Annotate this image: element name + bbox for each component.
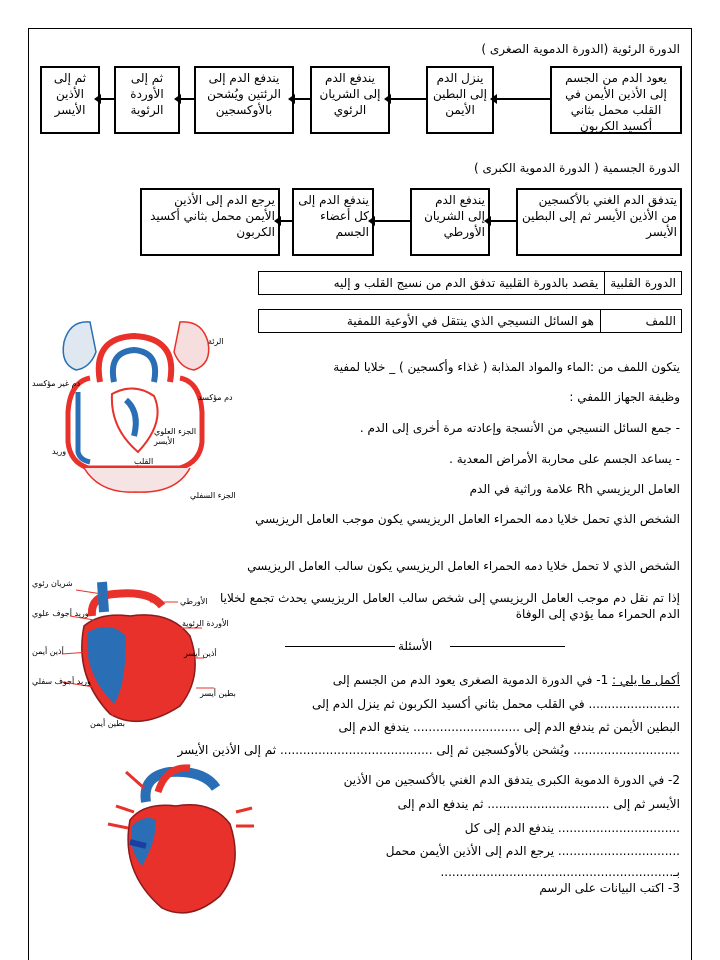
label-ra: أذين أيمن — [32, 647, 64, 656]
q2-number: 2- — [668, 773, 680, 787]
lymph-function-title: وظيفة الجهاز اللمفي : — [569, 390, 680, 404]
pulmonary-step-2: ينزل الدم إلى البطين الأيمن — [426, 66, 494, 134]
flow-arrow — [496, 98, 550, 100]
label-svc: وريد أجوف علوي — [32, 609, 89, 618]
flow-arrow — [180, 98, 194, 100]
label-left: الأيسر — [154, 437, 175, 446]
q2-line4: ................................ يرجع الدم إلى الأذين الأيمن محمل — [385, 844, 680, 858]
q3-text: اكتب البيانات على الرسم — [539, 881, 665, 895]
lymph-label: اللمف — [600, 310, 681, 332]
q1-line1 — [333, 672, 680, 688]
lymph-function-2: - يساعد الجسم على محاربة الأمراض المعدية . — [449, 452, 680, 466]
capillary-bed-icon — [84, 468, 190, 492]
label-upper: الجزء العلوي — [154, 427, 197, 436]
body-vein — [78, 392, 90, 462]
coronary-label: الدورة القلبية — [604, 272, 681, 294]
q1-line4: ............................ ويُشحن بالأوكسجين ثم إلى ........................................ ثم إلى الأذين الأيسر — [177, 743, 680, 757]
rh-transfusion: إذا تم نقل دم موجب العامل الريزيسي إلى شخص سالب العامل الريزيسي يحدث تجمع لخلايا الدم الحمراء مما يؤدي إلى الوفاة — [220, 591, 680, 621]
coronary-text: يقصد بالدورة القلبية تدفق الدم من نسيج القلب و إليه — [333, 276, 599, 290]
q1-line3: البطين الأيمن ثم يندفع الدم إلى ............................ يندفع الدم إلى — [338, 720, 680, 734]
flow-arrow — [490, 220, 516, 222]
lymph-definition — [258, 309, 682, 333]
systemic-step-1: يتدفق الدم الغني بالأكسجين من الأذين الأيسر ثم إلى البطين الأيسر — [516, 188, 682, 256]
pulmonary-step-6: ثم إلى الأذين الأيسر — [40, 66, 100, 134]
q2-line5: بـ............................................................. — [440, 865, 680, 879]
flow-arrow — [374, 220, 410, 222]
label-pa: شريان رئوي — [32, 579, 73, 588]
label-oxy: دم مؤكسد — [198, 393, 233, 402]
artery-loop — [99, 336, 172, 382]
rh-positive: الشخص الذي تحمل خلايا دمه الحمراء العامل الريزيسي يكون موجب العامل الريزيسي — [255, 512, 680, 526]
rh-symbol: Rh — [576, 482, 593, 496]
label-heart: القلب — [134, 457, 154, 466]
questions-header: الأسئلة — [398, 639, 433, 653]
lymph-composition: يتكون اللمف من :الماء والمواد المذابة ( غذاء وأكسجين ) _ خلايا لمفية — [333, 360, 680, 374]
q3-line — [539, 880, 680, 896]
label-ivc: وريد أجوف سفلي — [32, 677, 91, 686]
divider-line — [450, 646, 565, 647]
label-aorta: الأورطي — [180, 597, 208, 606]
q3-number: 3- — [668, 881, 680, 895]
q2-line2: الأيسر ثم إلى ................................ ثم يندفع الدم إلى — [397, 797, 680, 811]
label-rv: بطين أيمن — [90, 719, 125, 728]
coronary-definition — [258, 271, 682, 295]
q1-line2: ........................ في القلب محمل بثاني أكسيد الكربون ثم ينزل الدم إلى — [311, 697, 680, 711]
right-lung-icon — [174, 322, 209, 370]
rh-intro — [470, 481, 680, 497]
rh-negative: الشخص الذي لا تحمل خلايا دمه الحمراء العامل الريزيسي يكون سالب العامل الريزيسي — [247, 559, 680, 573]
pulmonary-step-3: يندفع الدم إلى الشريان الرئوي — [310, 66, 390, 134]
systemic-title: الدورة الجسمية ( الدورة الدموية الكبرى ) — [474, 161, 680, 175]
divider-line — [285, 646, 395, 647]
label-vein: وريد — [52, 447, 67, 456]
q1-number: 1- — [596, 673, 609, 687]
label-pv: الأوردة الرئوية — [182, 619, 229, 628]
label-lv: بطين أيسر — [200, 689, 236, 698]
q2-line3: ................................ يندفع الدم إلى كل — [464, 821, 680, 835]
label-lung: الرئة — [208, 337, 224, 346]
q2-text: في الدورة الدموية الكبرى يتدفق الدم الغني بالأكسجين من الأذين — [343, 773, 665, 787]
left-lung-icon — [63, 322, 96, 370]
flow-arrow — [280, 220, 292, 222]
flow-arrow — [294, 98, 310, 100]
rh-intro-after: علامة وراثية في الدم — [469, 482, 573, 496]
lymph-function-1: - جمع السائل النسيجي من الأنسجة وإعادته مرة أخرى إلى الدم . — [359, 421, 680, 435]
pulmonary-title: الدورة الرئوية (الدورة الدموية الصغرى ) — [481, 42, 680, 56]
vena-cava-icon — [102, 582, 104, 612]
circulation-diagram — [30, 312, 240, 502]
flow-arrow — [390, 98, 426, 100]
vein-loop — [113, 350, 155, 382]
pulmonary-step-5: ثم إلى الأوردة الرئوية — [114, 66, 180, 134]
unlabeled-heart-diagram — [86, 762, 256, 922]
label-lower: الجزء السفلي — [190, 491, 236, 500]
vena-cava-icon — [130, 842, 146, 846]
systemic-step-4: يرجع الدم إلى الأذين الأيمن محمل بثاني أكسيد الكربون — [140, 188, 280, 256]
flow-arrow — [100, 98, 114, 100]
q1-label: أكمل ما يلي : — [612, 673, 680, 687]
pulmonary-step-1: يعود الدم من الجسم إلى الأذين الأيمن في القلب محمل بثاني أكسيد الكربون — [550, 66, 682, 134]
systemic-step-3: يندفع الدم إلى كل أعضاء الجسم — [292, 188, 374, 256]
systemic-step-2: يندفع الدم إلى الشريان الأورطي — [410, 188, 490, 256]
label-la: أذين أيسر — [184, 649, 217, 658]
labeled-heart-diagram — [30, 576, 240, 736]
lymph-text: هو السائل النسيجي الذي ينتقل في الأوعية اللمفية — [346, 314, 594, 328]
pulmonary-step-4: يندفع الدم إلى الرئتين ويُشحن بالأوكسجين — [194, 66, 294, 134]
label-deoxy: دم غير مؤكسد — [32, 379, 81, 388]
rh-intro-before: العامل الريزيسي — [596, 482, 680, 496]
q1-text: في الدورة الدموية الصغرى يعود الدم من الجسم إلى — [332, 673, 593, 687]
q2-line1 — [344, 772, 680, 788]
